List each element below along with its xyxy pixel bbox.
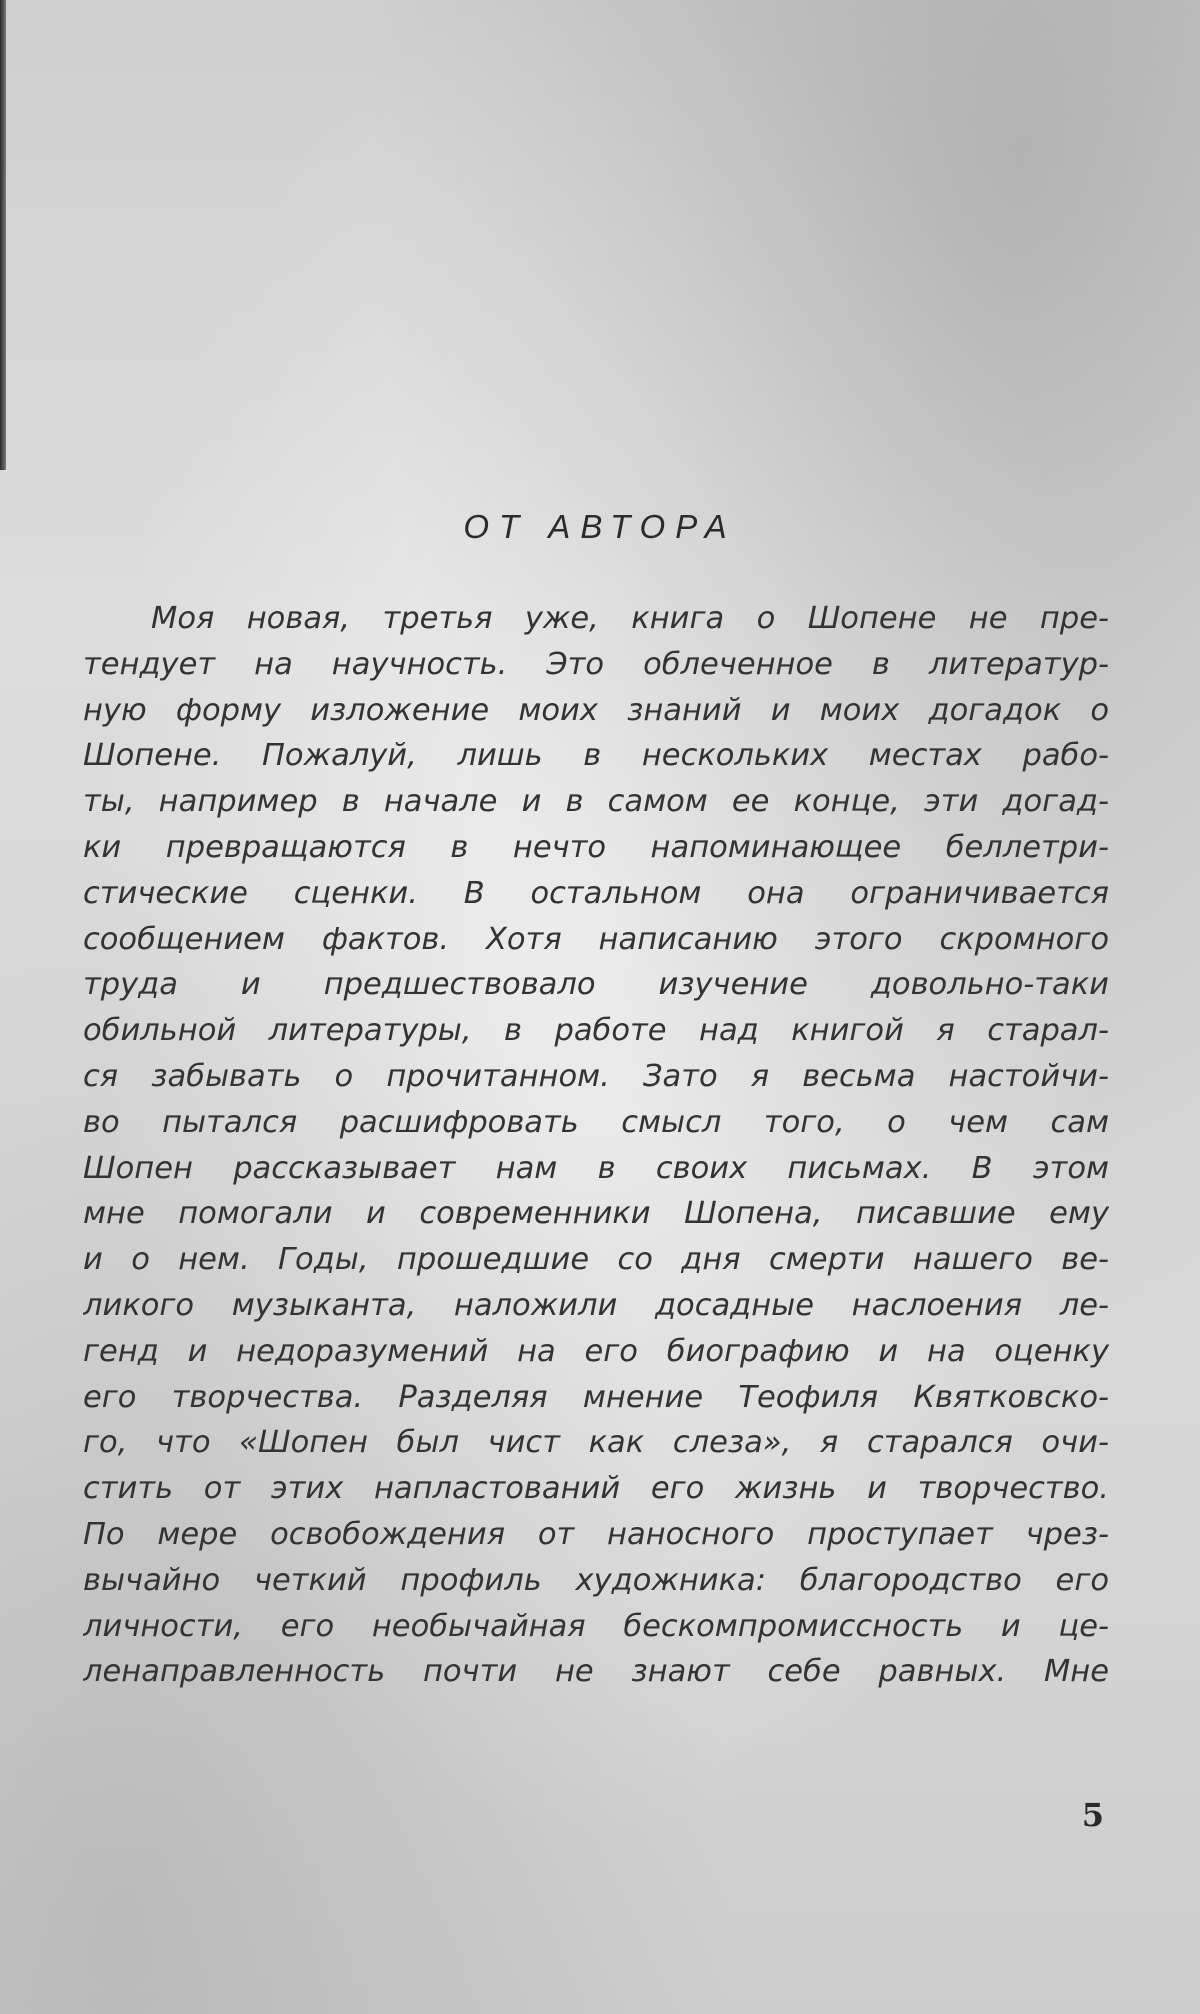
text-line: го, что «Шопен был чист как слеза», я старался очи- (83, 1425, 1109, 1461)
text-line: и о нем. Годы, прошедшие со дня смерти нашего ве- (83, 1242, 1109, 1278)
text-line: мне помогали и современники Шопена, писавшие ему (83, 1196, 1109, 1232)
text-line: Шопен рассказывает нам в своих письмах. В этом (83, 1150, 1109, 1186)
text-line: ликого музыканта, наложили досадные наслоения ле- (83, 1287, 1109, 1323)
text-line: ты, например в начале и в самом ее конце, эти догад- (83, 784, 1109, 820)
text-line: во пытался расшифровать смысл того, о чем сам (83, 1104, 1109, 1140)
text-line: его творчества. Разделяя мнение Теофиля Квятковско- (83, 1379, 1109, 1415)
text-line: стить от этих напластований его жизнь и творчество. (83, 1471, 1109, 1507)
chapter-heading: ОТ АВТОРА (463, 508, 737, 545)
text-line: генд и недоразумений на его биографию и на оценку (83, 1333, 1109, 1369)
text-line: обильной литературы, в работе над книгой я старал- (83, 1013, 1109, 1049)
text-line: личности, его необычайная бескомпромиссность и це- (83, 1608, 1109, 1644)
text-line: стические сценки. В остальном она ограничивается (83, 875, 1109, 911)
text-line: ленаправленность почти не знают себе равных. Мне (83, 1654, 1109, 1690)
text-line: По мере освобождения от наносного проступает чрез- (83, 1516, 1109, 1552)
text-line: труда и предшествовало изучение довольно-таки (83, 967, 1109, 1003)
text-line: сообщением фактов. Хотя написанию этого скромного (83, 921, 1109, 957)
text-line: ки превращаются в нечто напоминающее беллетри- (83, 829, 1109, 865)
text-line: ся забывать о прочитанном. Зато я весьма настойчи- (83, 1058, 1109, 1094)
page-number: 5 (1081, 1796, 1104, 1834)
page-spine-shadow (0, 0, 6, 470)
text-line: вычайно четкий профиль художника: благородство его (83, 1562, 1109, 1598)
text-line: тендует на научность. Это облеченное в литератур- (83, 646, 1109, 682)
text-line: Шопене. Пожалуй, лишь в нескольких местах рабо- (83, 738, 1109, 774)
text-line: Моя новая, третья уже, книга о Шопене не пре- (151, 601, 1109, 636)
body-text (83, 596, 1109, 1695)
text-line: ную форму изложение моих знаний и моих догадок о (83, 692, 1109, 728)
